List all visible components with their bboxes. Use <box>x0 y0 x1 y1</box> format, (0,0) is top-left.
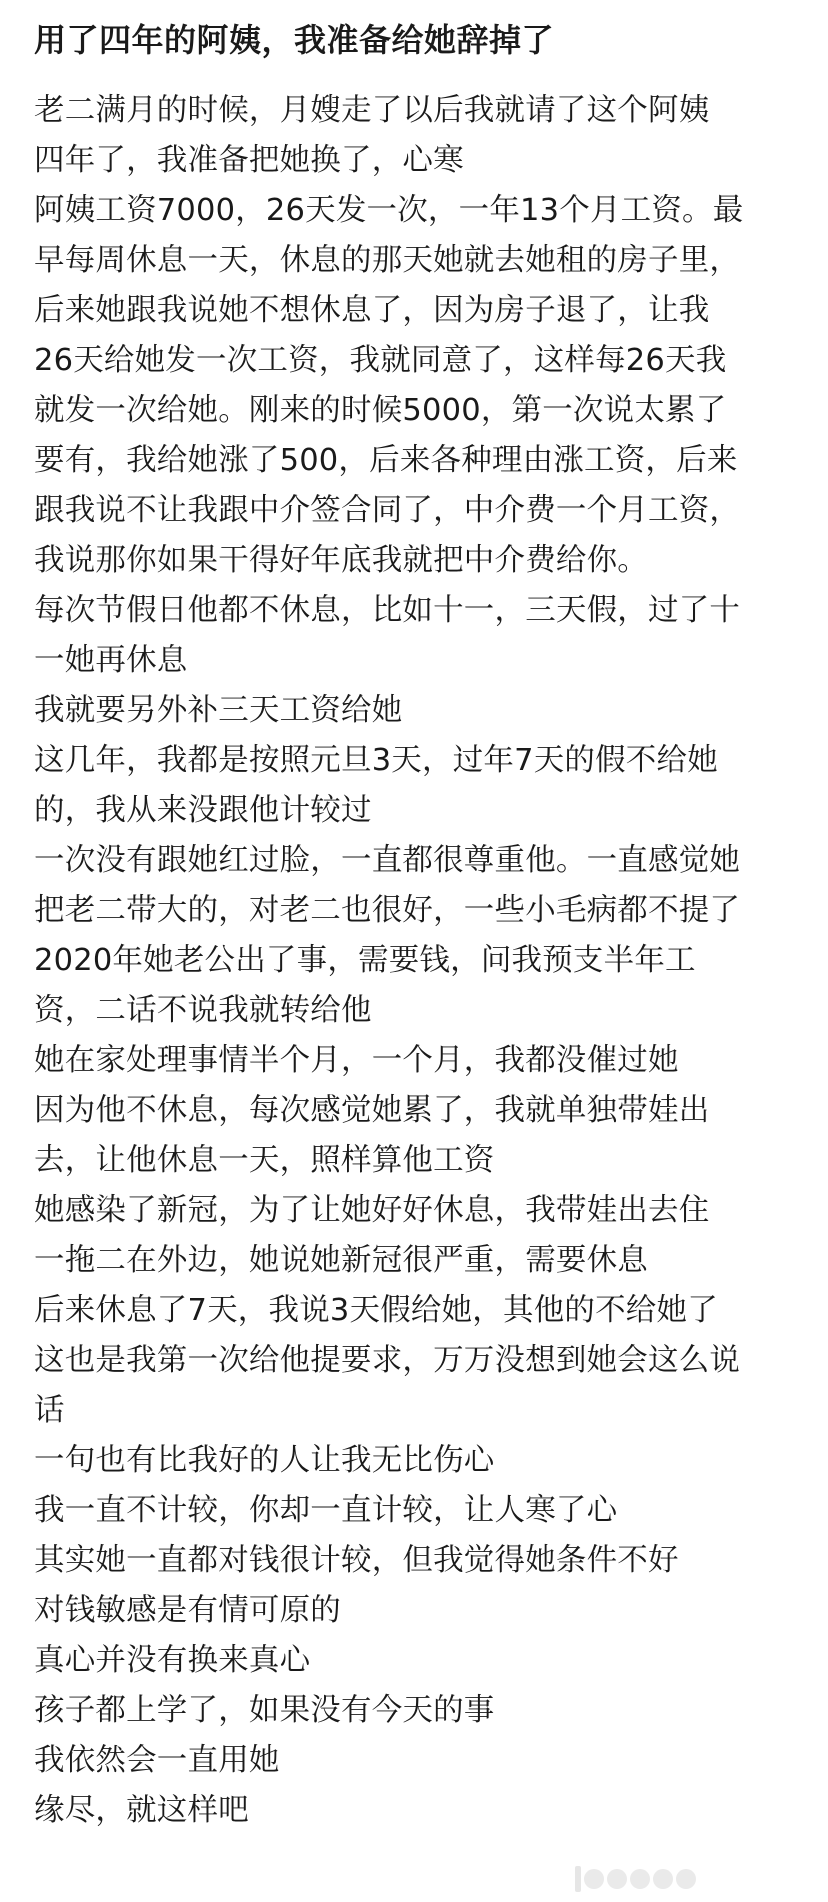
post-line: 的，我从来没跟他计较过 <box>34 793 372 828</box>
post-line: 四年了，我准备把她换了，心寒 <box>34 143 464 178</box>
post-line: 我就要另外补三天工资给她 <box>34 693 403 728</box>
post-line: 因为他不休息，每次感觉她累了，我就单独带娃出 <box>34 1093 710 1128</box>
post-line: 话 <box>34 1393 65 1428</box>
post-line: 孩子都上学了，如果没有今天的事 <box>34 1693 495 1728</box>
post-line: 要有，我给她涨了500，后来各种理由涨工资，后来 <box>34 443 738 478</box>
watermark-logo <box>575 1864 696 1894</box>
post-line: 我依然会一直用她 <box>34 1743 280 1778</box>
watermark-dot-icon <box>676 1869 696 1889</box>
watermark-dot-icon <box>607 1869 627 1889</box>
post-line: 我一直不计较，你却一直计较，让人寒了心 <box>34 1493 618 1528</box>
post-line: 后来她跟我说她不想休息了，因为房子退了，让我 <box>34 293 710 328</box>
post-line: 一她再休息 <box>34 643 188 678</box>
post-title: 用了四年的阿姨，我准备给她辞掉了 <box>34 21 555 59</box>
post-line: 2020年她老公出了事，需要钱，问我预支半年工 <box>34 943 696 978</box>
post-line: 跟我说不让我跟中介签合同了，中介费一个月工资， <box>34 493 741 528</box>
post-line: 真心并没有换来真心 <box>34 1643 311 1678</box>
post-line: 我说那你如果干得好年底我就把中介费给你。 <box>34 543 648 578</box>
post-line: 一拖二在外边，她说她新冠很严重，需要休息 <box>34 1243 648 1278</box>
post-line: 资，二话不说我就转给他 <box>34 993 372 1028</box>
watermark-dot-icon <box>630 1869 650 1889</box>
post-line: 26天给她发一次工资，我就同意了，这样每26天我 <box>34 343 727 378</box>
watermark-bar-icon <box>575 1866 581 1892</box>
post-line: 后来休息了7天，我说3天假给她，其他的不给她了 <box>34 1293 718 1328</box>
post-line: 她感染了新冠，为了让她好好休息，我带娃出去住 <box>34 1193 710 1228</box>
post-line: 一次没有跟她红过脸，一直都很尊重他。一直感觉她 <box>34 843 741 878</box>
watermark-dot-icon <box>653 1869 673 1889</box>
post-line: 缘尽，就这样吧 <box>34 1793 249 1828</box>
post-line: 这几年，我都是按照元旦3天，过年7天的假不给她 <box>34 743 718 778</box>
post-line: 每次节假日他都不休息，比如十一，三天假，过了十 <box>34 593 741 628</box>
post-line: 对钱敏感是有情可原的 <box>34 1593 341 1628</box>
post-line: 把老二带大的，对老二也很好，一些小毛病都不提了 <box>34 893 741 928</box>
post-line: 其实她一直都对钱很计较，但我觉得她条件不好 <box>34 1543 679 1578</box>
post-line: 这也是我第一次给他提要求，万万没想到她会这么说 <box>34 1343 741 1378</box>
post-line: 去，让他休息一天，照样算他工资 <box>34 1143 495 1178</box>
post-body <box>34 86 800 1836</box>
watermark-dot-icon <box>584 1869 604 1889</box>
post-line: 她在家处理事情半个月，一个月，我都没催过她 <box>34 1043 679 1078</box>
post-line: 一句也有比我好的人让我无比伤心 <box>34 1443 495 1478</box>
post-line: 就发一次给她。刚来的时候5000，第一次说太累了 <box>34 393 727 428</box>
post-line: 老二满月的时候，月嫂走了以后我就请了这个阿姨 <box>34 93 710 128</box>
post-line: 早每周休息一天，休息的那天她就去她租的房子里， <box>34 243 741 278</box>
post-line: 阿姨工资7000，26天发一次，一年13个月工资。最 <box>34 193 744 228</box>
